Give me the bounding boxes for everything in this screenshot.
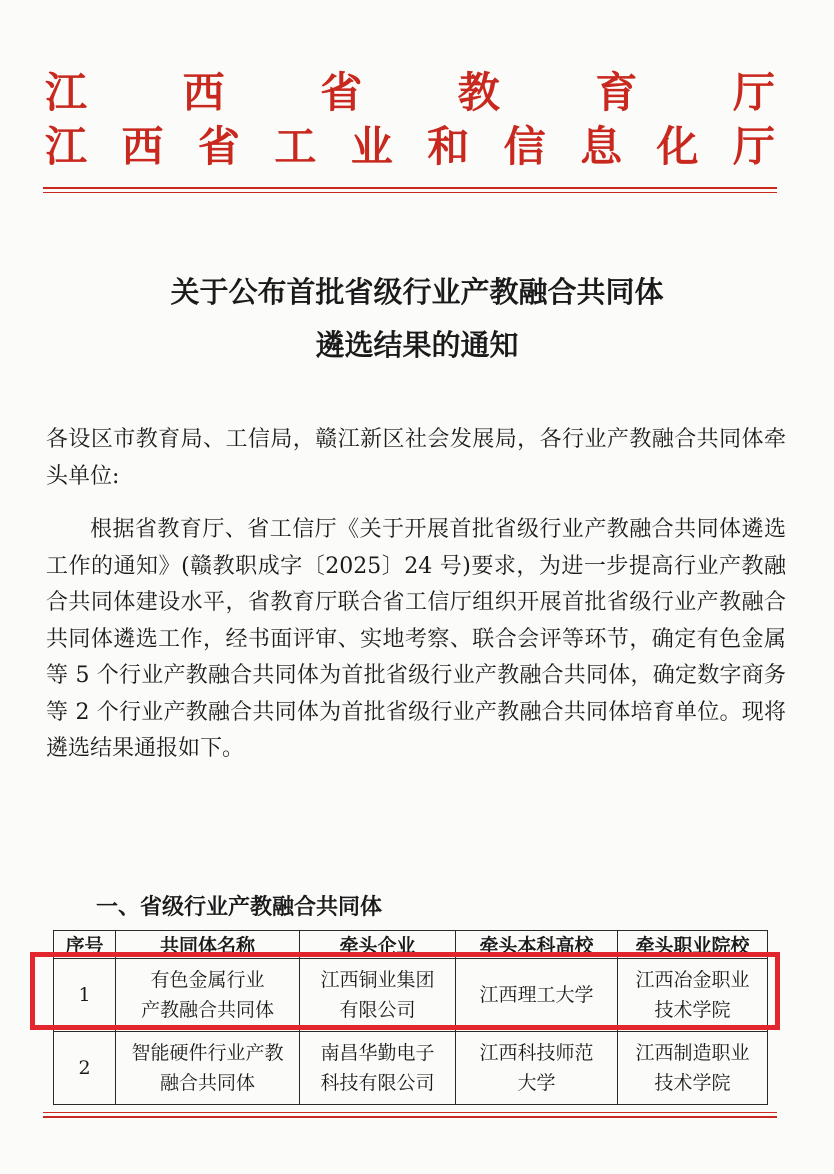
letterhead-char: 西 (182, 68, 225, 117)
cell-line: 江西制造职业 (635, 1042, 750, 1064)
col-header-enterprise: 牵头企业 (300, 931, 456, 959)
document-title-line2: 遴选结果的通知 (315, 328, 519, 362)
section-heading: 一、省级行业产教融合共同体 (96, 895, 383, 920)
cell-vocational (618, 1032, 768, 1105)
cell-line: 江西冶金职业 (635, 969, 750, 991)
salutation: 各设区市教育局、工信局，赣江新区社会发展局，各行业产教融合共同体牵头单位: (46, 427, 786, 489)
table-row (54, 1032, 768, 1105)
body-paragraph: 根据省教育厅、省工信厅《关于开展首批省级行业产教融合共同体遴选工作的通知》(赣教职成字〔2025〕24 号)要求，为进一步提高行业产教融合共同体建设水平，省教育厅联合省工信厅组织开展首批省级行业产教融合共同体遴选工作，经书面评审、实地考察、联合会评等环节，确定有色金属等 5 个行业产教融合共同体为首批省级行业产教融合共同体，确定数字商务等 2 个行业产教融合共同体为首批省级行业产教融合共同体培育单位。现将遴选结果通报如下。 (46, 517, 786, 761)
cell-line: 江西铜业集团 (320, 969, 435, 991)
letterhead-divider (43, 192, 777, 193)
footer-divider (43, 1112, 777, 1113)
letterhead-char: 江 (45, 122, 88, 171)
letterhead-char: 和 (427, 122, 470, 171)
col-header-no: 序号 (54, 931, 116, 959)
cell-line: 江西科技师范 (479, 1042, 594, 1064)
letterhead-char: 教 (457, 68, 500, 117)
col-header-name: 共同体名称 (116, 931, 300, 959)
cell-university (456, 1032, 618, 1105)
cell-line: 技术学院 (654, 999, 731, 1021)
document-title-line1: 关于公布首批省级行业产教融合共同体 (170, 275, 664, 309)
letterhead-char: 信 (503, 122, 546, 171)
cell-no: 2 (54, 1032, 116, 1105)
letterhead-char: 省 (320, 68, 363, 117)
cell-line: 技术学院 (654, 1072, 731, 1094)
letterhead-divider (43, 187, 777, 189)
cell-enterprise (300, 1032, 456, 1105)
letterhead-char: 西 (121, 122, 164, 171)
cell-line: 有色金属行业 (150, 969, 265, 991)
cell-line: 产教融合共同体 (140, 999, 274, 1021)
col-header-vocational: 牵头职业院校 (618, 931, 768, 959)
cell-line: 大学 (517, 1072, 556, 1094)
highlight-box (30, 952, 780, 1030)
cell-line: 融合共同体 (159, 1072, 255, 1094)
letterhead-char: 江 (45, 68, 88, 117)
col-header-university: 牵头本科高校 (456, 931, 618, 959)
letterhead-char: 工 (274, 122, 317, 171)
cell-line: 江西理工大学 (479, 984, 594, 1006)
letterhead-char: 省 (197, 122, 240, 171)
letterhead-char: 化 (656, 122, 699, 171)
cell-line: 智能硬件行业产教 (131, 1042, 284, 1064)
letterhead-line-industry (45, 124, 775, 170)
cell-line: 南昌华勤电子 (320, 1042, 435, 1064)
letterhead-char: 息 (580, 122, 623, 171)
letterhead-char: 厅 (732, 68, 775, 117)
footer-divider (43, 1116, 777, 1118)
letterhead-char: 厅 (732, 122, 775, 171)
letterhead-char: 育 (595, 68, 638, 117)
letterhead-char: 业 (350, 122, 393, 171)
cell-line: 有限公司 (339, 999, 416, 1021)
cell-name (116, 1032, 300, 1105)
letterhead-line-education (45, 70, 775, 116)
cell-line: 科技有限公司 (320, 1072, 435, 1094)
cell-no: 1 (54, 959, 116, 1032)
